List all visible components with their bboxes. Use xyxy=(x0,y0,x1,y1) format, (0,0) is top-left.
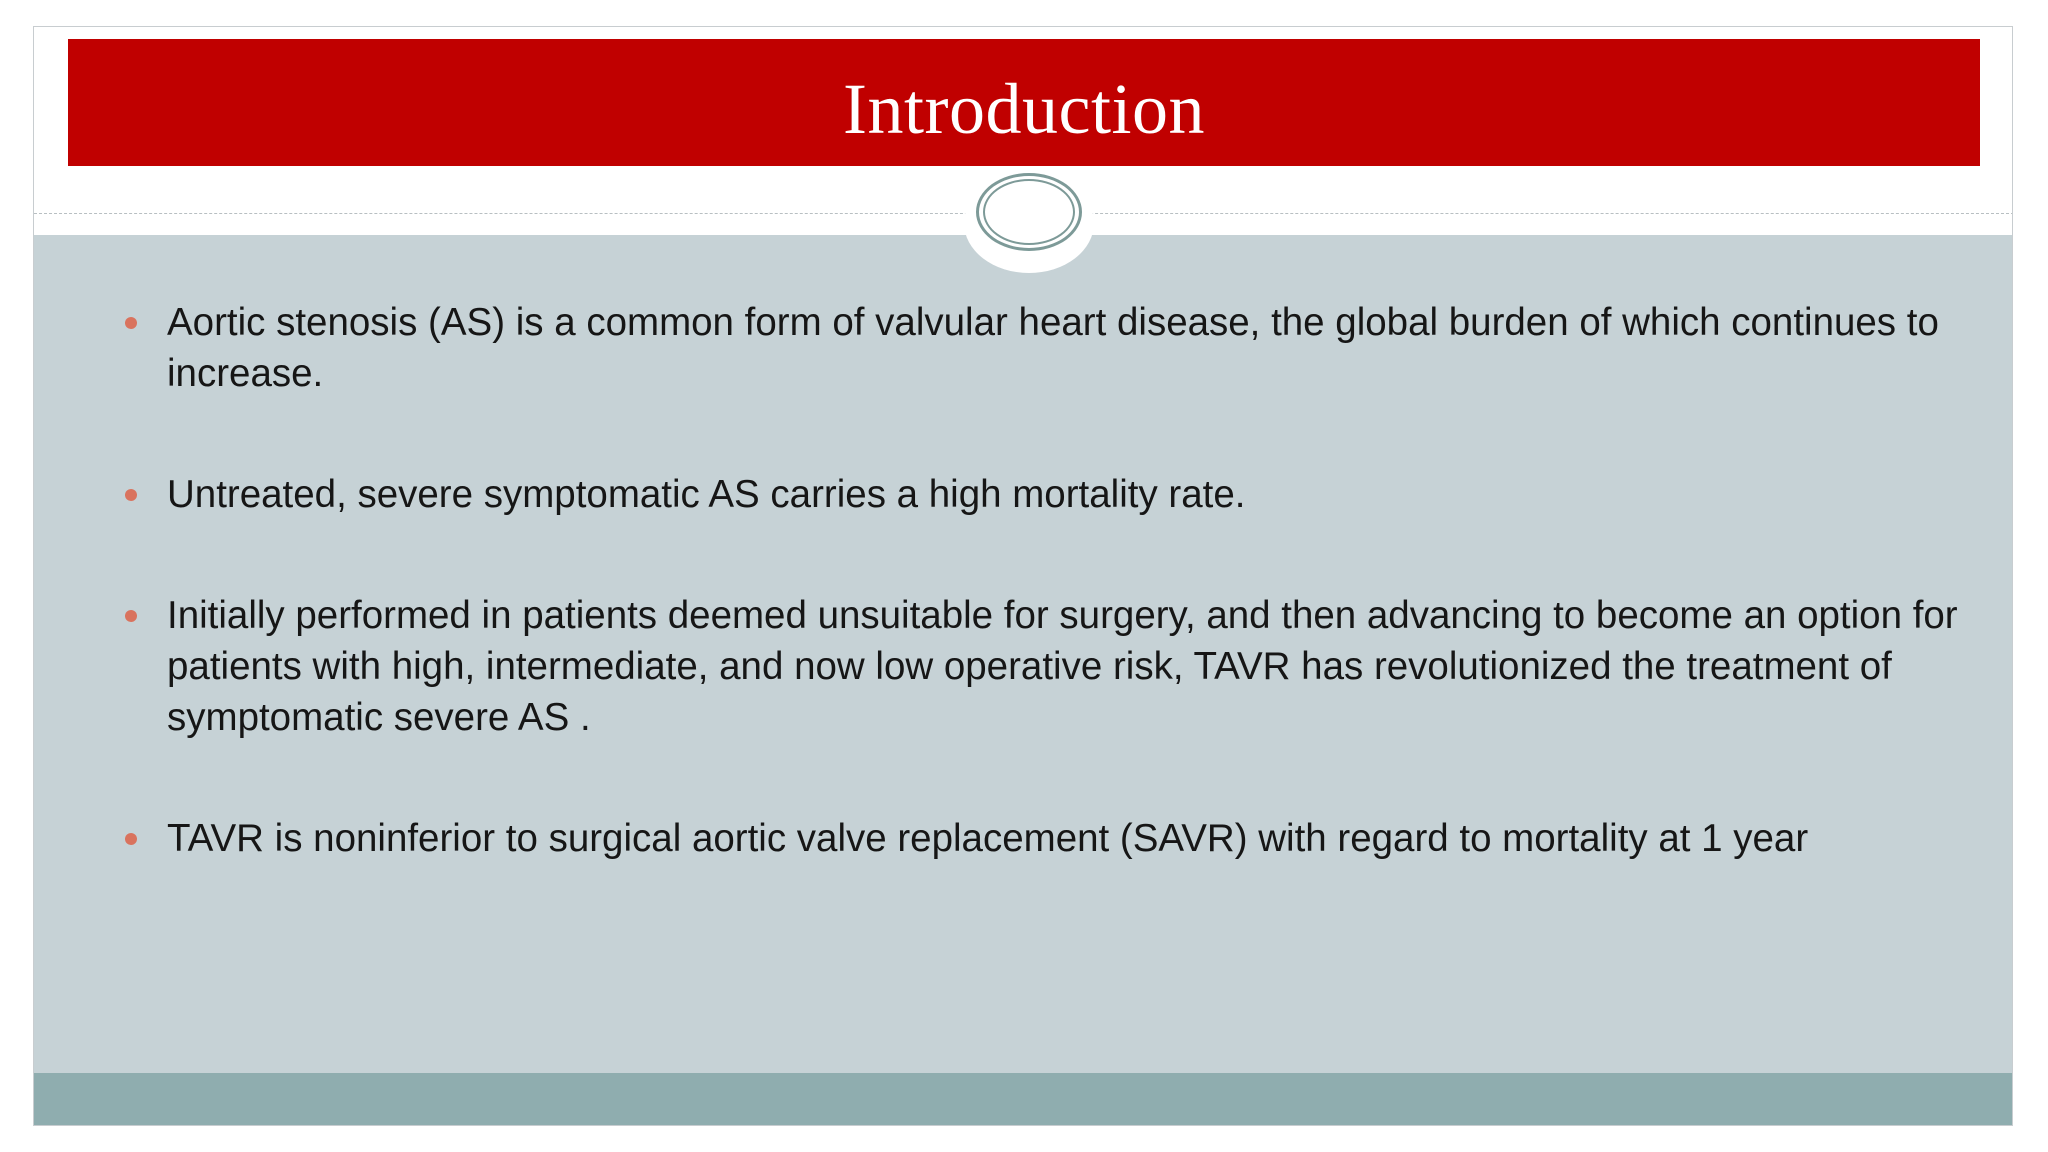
ornament-inner-ring-icon xyxy=(983,179,1075,245)
bullet-item xyxy=(94,590,1984,743)
bullet-text: Aortic stenosis (AS) is a common form of valvular heart disease, the global burden of which continues to increase. xyxy=(167,301,1939,395)
bullet-dot-icon xyxy=(125,317,137,329)
bullet-text: Untreated, severe symptomatic AS carries a high mortality rate. xyxy=(167,473,1246,516)
slide xyxy=(33,26,2013,1126)
bullet-text: Initially performed in patients deemed unsuitable for surgery, and then advancing to become an option for patients with high, intermediate, and now low operative risk, TAVR has revolutionized the treatment of symptomatic severe AS . xyxy=(167,594,1958,739)
bullet-item xyxy=(94,813,1984,864)
footer-band xyxy=(34,1073,2013,1126)
bullet-dot-icon xyxy=(125,833,137,845)
bullet-dot-icon xyxy=(125,489,137,501)
title-bar xyxy=(68,39,1980,166)
bullet-text: TAVR is noninferior to surgical aortic valve replacement (SAVR) with regard to mortality at 1 year xyxy=(167,817,1809,860)
slide-title: Introduction xyxy=(843,69,1205,149)
bullet-item xyxy=(94,297,1984,399)
bullet-list xyxy=(94,297,1984,934)
bullet-dot-icon xyxy=(125,610,137,622)
bullet-item xyxy=(94,469,1984,520)
